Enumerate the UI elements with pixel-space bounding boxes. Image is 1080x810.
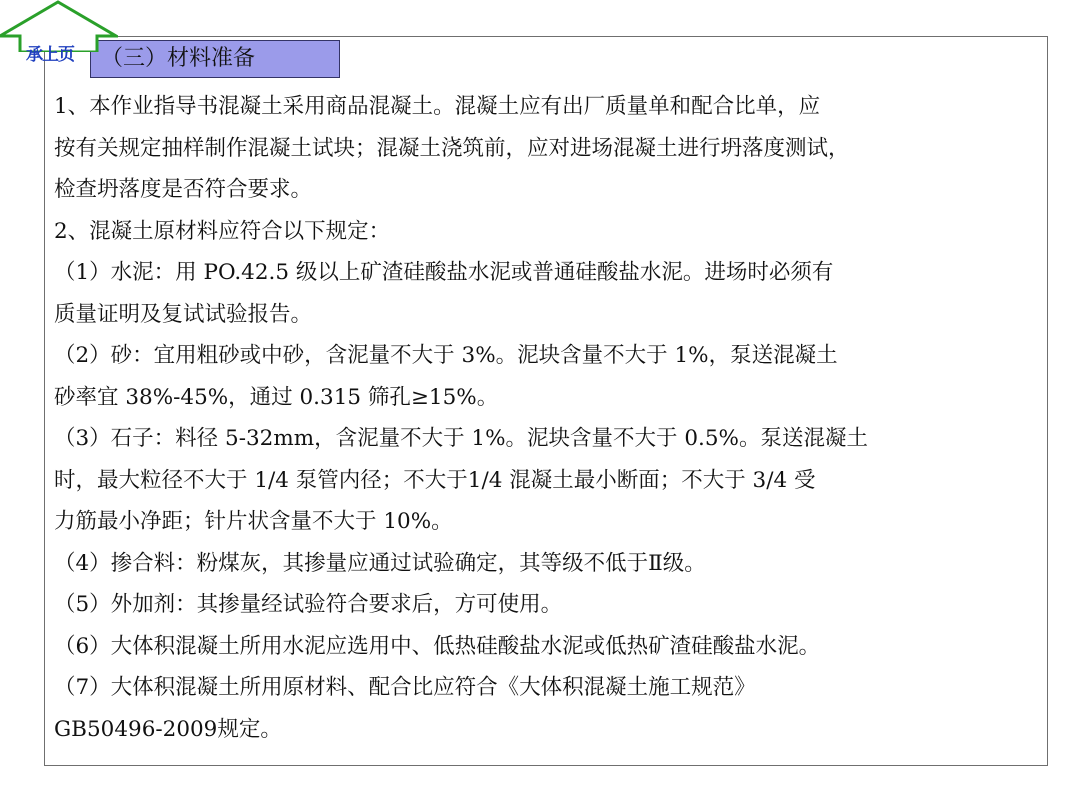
section-title: （三）材料准备 — [90, 40, 340, 78]
body-text — [54, 86, 1044, 750]
text-line: （1）水泥：用 PO.42.5 级以上矿渣硅酸盐水泥或普通硅酸盐水泥。进场时必须有 — [54, 260, 834, 285]
previous-page-label: 承上页 — [26, 45, 74, 65]
text-line: 1、本作业指导书混凝土采用商品混凝土。混凝土应有出厂质量单和配合比单，应 — [54, 94, 821, 119]
text-line: （5）外加剂：其掺量经试验符合要求后，方可使用。 — [54, 592, 563, 617]
text-line: 2、混凝土原材料应符合以下规定： — [54, 218, 391, 244]
text-line: 质量证明及复试试验报告。 — [54, 301, 313, 327]
text-line: （4）掺合料：粉煤灰，其掺量应通过试验确定，其等级不低于Ⅱ级。 — [54, 550, 706, 576]
text-line: （6）大体积混凝土所用水泥应选用中、低热硅酸盐水泥或低热矿渣硅酸盐水泥。 — [54, 633, 821, 659]
text-line: 时，最大粒径不大于 1/4 泵管内径；不大于1/4 混凝土最小断面；不大于 3/4 受 — [54, 467, 816, 493]
previous-page-button[interactable] — [0, 0, 118, 65]
text-line: GB50496-2009规定。 — [54, 716, 282, 742]
text-line: 按有关规定抽样制作混凝土试块；混凝土浇筑前，应对进场混凝土进行坍落度测试， — [54, 135, 850, 161]
text-line: 力筋最小净距；针片状含量不大于 10%。 — [54, 509, 453, 534]
text-line: （2）砂：宜用粗砂或中砂，含泥量不大于 3%。泥块含量不大于 1%，泵送混凝土 — [54, 343, 838, 368]
text-line: （7）大体积混凝土所用原材料、配合比应符合《大体积混凝土施工规范》 — [54, 675, 756, 700]
text-line: （3）石子：料径 5-32mm，含泥量不大于 1%。泥块含量不大于 0.5%。泵送混凝土 — [54, 426, 868, 451]
text-line: 砂率宜 38%-45%，通过 0.315 筛孔≥15%。 — [54, 384, 499, 410]
text-line: 检查坍落度是否符合要求。 — [54, 177, 313, 202]
